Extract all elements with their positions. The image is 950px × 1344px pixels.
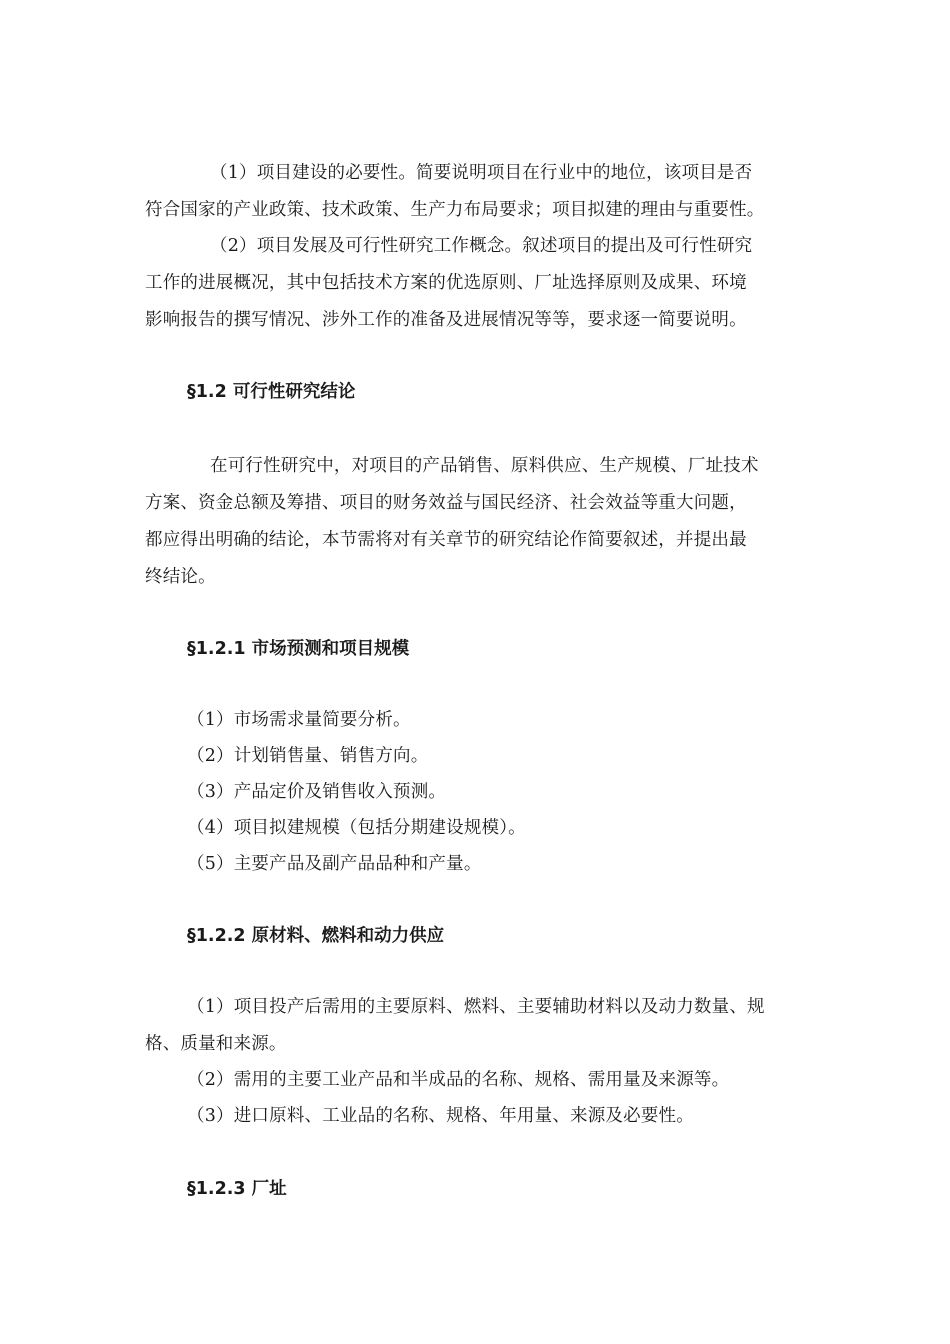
section-1-2-line-3: 都应得出明确的结论，本节需将对有关章节的研究结论作简要叙述，并提出最 (145, 530, 747, 550)
section-heading-1-2-1: §1.2.1 市场预测和项目规模 (187, 639, 410, 659)
section-heading-1-2-2: §1.2.2 原材料、燃料和动力供应 (187, 926, 445, 946)
section-1-2-line-4: 终结论。 (145, 567, 216, 587)
section-1-2-2-item1-line-2: 格、质量和来源。 (145, 1034, 287, 1054)
section-1-2-2-item3: （3）进口原料、工业品的名称、规格、年用量、来源及必要性。 (187, 1106, 694, 1126)
list-item: （1）市场需求量简要分析。 (187, 710, 411, 730)
intro-p1-line-2: 符合国家的产业政策、技术政策、生产力布局要求；项目拟建的理由与重要性。 (145, 200, 765, 220)
list-item: （4）项目拟建规模（包括分期建设规模）。 (187, 818, 526, 838)
intro-p1-line-1: （1）项目建设的必要性。简要说明项目在行业中的地位，该项目是否 (210, 163, 753, 183)
intro-p2-line-2: 工作的进展概况，其中包括技术方案的优选原则、厂址选择原则及成果、环境 (145, 273, 747, 293)
intro-p2-line-1: （2）项目发展及可行性研究工作概念。叙述项目的提出及可行性研究 (210, 236, 753, 256)
section-1-2-line-1: 在可行性研究中，对项目的产品销售、原料供应、生产规模、厂址技术 (210, 456, 759, 476)
section-heading-1-2: §1.2 可行性研究结论 (187, 382, 356, 402)
intro-p2-line-3: 影响报告的撰写情况、涉外工作的准备及进展情况等等，要求逐一简要说明。 (145, 310, 747, 330)
section-1-2-line-2: 方案、资金总额及筹措、项目的财务效益与国民经济、社会效益等重大问题， (145, 493, 747, 513)
section-1-2-2-item1-line-1: （1）项目投产后需用的主要原料、燃料、主要辅助材料以及动力数量、规 (187, 997, 765, 1017)
section-1-2-2-item2: （2）需用的主要工业产品和半成品的名称、规格、需用量及来源等。 (187, 1070, 730, 1090)
list-item: （5）主要产品及副产品品种和产量。 (187, 854, 482, 874)
list-item: （2）计划销售量、销售方向。 (187, 746, 429, 766)
section-heading-1-2-3: §1.2.3 厂址 (187, 1179, 287, 1199)
list-item: （3）产品定价及销售收入预测。 (187, 782, 447, 802)
